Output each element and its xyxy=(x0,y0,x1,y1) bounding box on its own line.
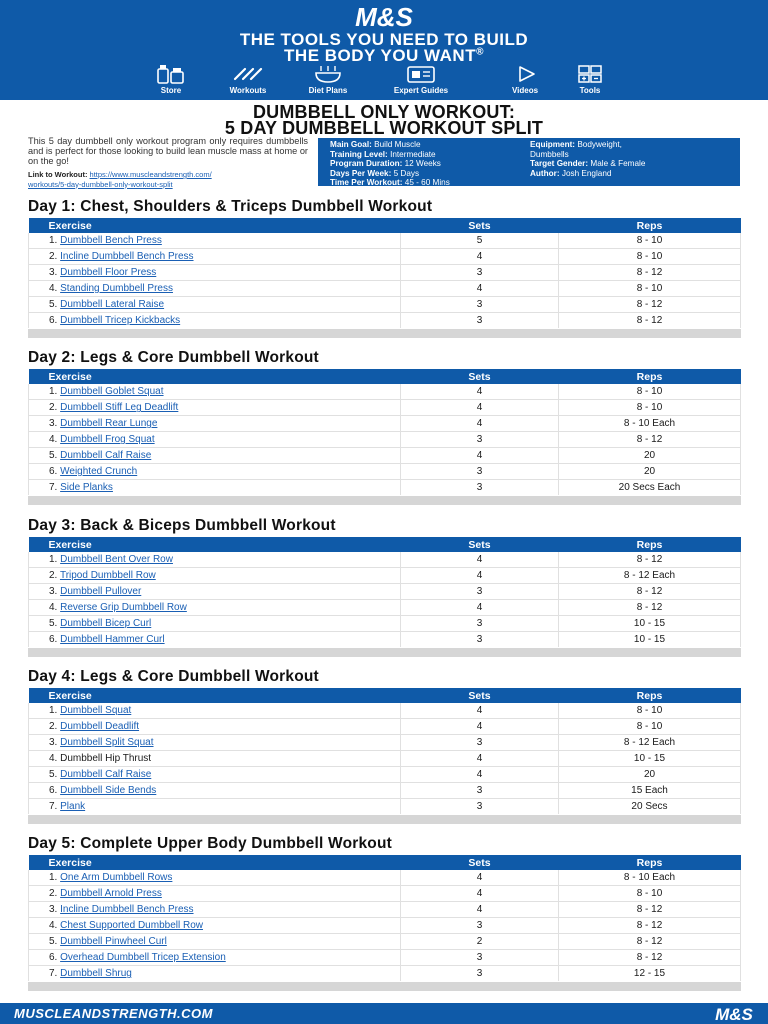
exercise-col-header: Exercise xyxy=(29,688,401,703)
day-2-heading: Day 2: Legs & Core Dumbbell Workout xyxy=(28,349,319,366)
sets-col-header: Sets xyxy=(401,688,559,703)
table-header-row xyxy=(29,537,741,552)
exercise-number: 3. xyxy=(49,418,58,430)
exercise-link[interactable]: Dumbbell Deadlift xyxy=(60,721,140,733)
exercise-link[interactable]: Dumbbell Tricep Kickbacks xyxy=(60,315,181,327)
nav-videos-label: Videos xyxy=(511,86,539,95)
day-1-heading: Day 1: Chest, Shoulders & Triceps Dumbbell Workout xyxy=(28,198,433,215)
exercise-link[interactable]: Dumbbell Stiff Leg Deadlift xyxy=(60,402,179,414)
nav-expert-guides[interactable] xyxy=(381,64,461,95)
exercise-number: 5. xyxy=(49,450,58,461)
footer-ms-logo[interactable] xyxy=(710,1005,758,1023)
exercise-cell xyxy=(29,400,401,416)
registered-mark: ® xyxy=(476,46,484,58)
exercise-number: 2. xyxy=(49,402,58,414)
day-3-heading: Day 3: Back & Biceps Dumbbell Workout xyxy=(28,517,336,534)
exercise-number: 2. xyxy=(49,251,58,263)
exercise-cell xyxy=(29,886,401,902)
exercise-cell xyxy=(29,463,401,479)
nav-workouts[interactable] xyxy=(208,64,288,95)
footer-url[interactable]: MUSCLEANDSTRENGTH.COM xyxy=(14,1006,213,1021)
exercise-number: 2. xyxy=(49,721,58,733)
table-row xyxy=(29,767,741,783)
summary-time: Time Per Workout: 45 - 60 Mins xyxy=(330,178,450,187)
workout-link-label: Link to Workout: xyxy=(28,170,88,179)
nav-diet-plans[interactable] xyxy=(288,64,368,95)
sets-cell: 4 xyxy=(401,249,559,265)
reps-cell: 20 xyxy=(559,767,741,783)
exercise-number: 4. xyxy=(49,753,58,765)
exercise-link[interactable]: Dumbbell Floor Press xyxy=(60,267,157,279)
sets-cell: 3 xyxy=(401,798,559,814)
sets-cell: 3 xyxy=(401,584,559,600)
exercise-link[interactable]: Dumbbell Side Bends xyxy=(60,784,157,796)
exercise-number: 5. xyxy=(49,769,58,780)
reps-cell: 8 - 10 Each xyxy=(559,416,741,432)
exercise-cell xyxy=(29,265,401,281)
svg-text:M&S: M&S xyxy=(715,1005,753,1023)
table-header-row xyxy=(29,855,741,870)
reps-cell: 8 - 12 xyxy=(559,600,741,616)
nav-expert-guides-label: Expert Guides xyxy=(393,86,449,95)
exercise-cell xyxy=(29,965,401,981)
sets-cell: 4 xyxy=(401,870,559,886)
exercise-link[interactable]: Dumbbell Arnold Press xyxy=(60,888,162,900)
exercise-link[interactable]: Dumbbell Bench Press xyxy=(60,235,162,247)
exercise-number: 3. xyxy=(49,904,58,916)
reps-cell: 8 - 10 xyxy=(559,886,741,902)
sets-col-header: Sets xyxy=(401,855,559,870)
summary-duration: Program Duration: 12 Weeks xyxy=(330,159,441,168)
exercise-cell xyxy=(29,631,401,647)
reps-cell: 8 - 10 Each xyxy=(559,870,741,886)
nav-tools[interactable] xyxy=(550,64,630,95)
intro-text: This 5 day dumbbell only workout program only requires dumbbells and is perfect for those looking to build lean muscle mass at home or on the go! xyxy=(28,136,308,167)
table-row xyxy=(29,568,741,584)
sets-cell: 4 xyxy=(401,767,559,783)
exercise-number: 1. xyxy=(49,235,58,247)
table-row xyxy=(29,918,741,934)
sets-cell: 4 xyxy=(401,902,559,918)
sets-cell: 3 xyxy=(401,631,559,647)
sets-cell: 4 xyxy=(401,751,559,767)
reps-cell: 8 - 12 xyxy=(559,297,741,313)
exercise-link[interactable]: Dumbbell Goblet Squat xyxy=(60,386,164,398)
exercise-cell xyxy=(29,281,401,297)
table-row xyxy=(29,416,741,432)
reps-cell: 8 - 12 xyxy=(559,949,741,965)
workout-link-url-1[interactable]: https://www.muscleandstrength.com/ xyxy=(89,170,212,179)
sets-cell: 4 xyxy=(401,886,559,902)
exercise-cell xyxy=(29,751,401,767)
summary-gender: Target Gender: Male & Female xyxy=(530,159,646,168)
reps-cell: 8 - 12 xyxy=(559,552,741,568)
summary-equipment: Equipment: Bodyweight, xyxy=(530,140,622,149)
reps-cell: 20 Secs Each xyxy=(559,479,741,495)
table-row xyxy=(29,751,741,767)
sets-cell: 3 xyxy=(401,918,559,934)
table-row xyxy=(29,735,741,751)
table-row xyxy=(29,249,741,265)
sets-cell: 4 xyxy=(401,400,559,416)
exercise-cell xyxy=(29,767,401,783)
table-row xyxy=(29,703,741,719)
store-icon xyxy=(154,64,188,84)
summary-main-goal: Main Goal: Build Muscle xyxy=(330,140,421,149)
sets-cell: 3 xyxy=(401,965,559,981)
program-summary xyxy=(318,138,740,186)
exercise-cell xyxy=(29,432,401,448)
table-row xyxy=(29,552,741,568)
exercise-number: 1. xyxy=(49,872,58,884)
exercise-number: 2. xyxy=(49,888,58,900)
reps-cell: 8 - 10 xyxy=(559,719,741,735)
exercise-cell xyxy=(29,798,401,814)
exercise-cell xyxy=(29,384,401,400)
exercise-link[interactable]: Tripod Dumbbell Row xyxy=(59,570,156,582)
exercise-link[interactable]: Overhead Dumbbell Tricep Extension xyxy=(60,951,226,963)
exercise-cell xyxy=(29,918,401,934)
exercise-number: 1. xyxy=(49,386,58,398)
reps-cell: 8 - 10 xyxy=(559,281,741,297)
table-row xyxy=(29,448,741,464)
workouts-icon xyxy=(229,64,267,84)
table-row xyxy=(29,902,741,918)
exercise-link[interactable]: Standing Dumbbell Press xyxy=(60,283,173,295)
table-row xyxy=(29,281,741,297)
sets-cell: 3 xyxy=(401,616,559,632)
exercise-number: 2. xyxy=(49,570,58,582)
sets-cell: 4 xyxy=(401,703,559,719)
exercise-link[interactable]: Dumbbell Lateral Raise xyxy=(60,299,165,310)
exercise-cell xyxy=(29,902,401,918)
reps-cell: 8 - 12 Each xyxy=(559,735,741,751)
reps-col-header: Reps xyxy=(559,855,741,870)
table-row xyxy=(29,479,741,495)
exercise-cell xyxy=(29,782,401,798)
exercise-number: 7. xyxy=(49,801,58,813)
reps-cell: 8 - 12 xyxy=(559,584,741,600)
sets-cell: 3 xyxy=(401,949,559,965)
table-row xyxy=(29,631,741,647)
table-row xyxy=(29,934,741,950)
reps-col-header: Reps xyxy=(559,369,741,384)
reps-cell: 15 Each xyxy=(559,782,741,798)
exercise-cell xyxy=(29,249,401,265)
sets-cell: 4 xyxy=(401,719,559,735)
exercise-number: 6. xyxy=(49,465,58,477)
exercise-cell xyxy=(29,949,401,965)
exercise-link[interactable]: Dumbbell Calf Raise xyxy=(60,450,152,461)
exercise-number: 1. xyxy=(49,554,58,566)
exercise-number: 4. xyxy=(49,283,58,295)
exercise-link[interactable]: Reverse Grip Dumbbell Row xyxy=(60,602,187,614)
exercise-cell xyxy=(29,568,401,584)
exercise-number: 7. xyxy=(49,968,58,980)
table-row xyxy=(29,719,741,735)
exercise-cell xyxy=(29,600,401,616)
table-row xyxy=(29,870,741,886)
summary-equipment-cont: Dumbbells xyxy=(530,149,569,159)
day-2-table xyxy=(28,369,741,495)
reps-cell: 8 - 10 xyxy=(559,384,741,400)
table-row xyxy=(29,584,741,600)
summary-author: Author: Josh England xyxy=(530,168,612,178)
exercise-col-header: Exercise xyxy=(29,855,401,870)
reps-cell: 8 - 12 xyxy=(559,934,741,950)
exercise-number: 6. xyxy=(49,634,58,646)
exercise-link[interactable]: Chest Supported Dumbbell Row xyxy=(60,920,203,932)
sets-cell: 3 xyxy=(401,735,559,751)
table-row xyxy=(29,949,741,965)
exercise-link[interactable]: Side Planks xyxy=(60,482,113,494)
reps-cell: 10 - 15 xyxy=(559,616,741,632)
exercise-cell xyxy=(29,584,401,600)
sets-cell: 3 xyxy=(401,432,559,448)
exercise-col-header: Exercise xyxy=(29,537,401,552)
exercise-cell xyxy=(29,416,401,432)
exercise-link[interactable]: Dumbbell Shrug xyxy=(60,968,132,980)
sets-cell: 4 xyxy=(401,552,559,568)
summary-days: Days Per Week: 5 Days xyxy=(330,168,420,178)
reps-col-header: Reps xyxy=(559,688,741,703)
nav-diet-plans-label: Diet Plans xyxy=(308,86,348,95)
sets-cell: 3 xyxy=(401,265,559,281)
exercise-number: 6. xyxy=(49,784,58,796)
table-row xyxy=(29,886,741,902)
sets-cell: 5 xyxy=(401,233,559,249)
table-header-row xyxy=(29,369,741,384)
table-row xyxy=(29,297,741,313)
reps-cell: 8 - 12 xyxy=(559,265,741,281)
table-row xyxy=(29,616,741,632)
reps-cell: 8 - 10 xyxy=(559,703,741,719)
day-4-table xyxy=(28,688,741,814)
exercise-number: 7. xyxy=(49,482,58,494)
exercise-number: 4. xyxy=(49,920,58,932)
sets-col-header: Sets xyxy=(401,537,559,552)
reps-cell: 8 - 12 Each xyxy=(559,568,741,584)
table-footer-bar xyxy=(28,815,741,824)
exercise-link[interactable]: Dumbbell Bicep Curl xyxy=(60,618,152,629)
exercise-cell xyxy=(29,479,401,495)
table-footer-bar xyxy=(28,982,741,991)
exercise-number: 4. xyxy=(49,602,58,614)
table-row xyxy=(29,233,741,249)
exercise-col-header: Exercise xyxy=(29,369,401,384)
exercise-cell xyxy=(29,934,401,950)
expert-guides-icon xyxy=(404,64,438,84)
exercise-cell xyxy=(29,233,401,249)
exercise-link[interactable]: Incline Dumbbell Bench Press xyxy=(60,904,194,916)
exercise-cell xyxy=(29,312,401,328)
reps-cell: 12 - 15 xyxy=(559,965,741,981)
table-row xyxy=(29,600,741,616)
reps-cell: 8 - 12 xyxy=(559,902,741,918)
day-5-heading: Day 5: Complete Upper Body Dumbbell Workout xyxy=(28,835,392,852)
reps-cell: 8 - 10 xyxy=(559,233,741,249)
table-row xyxy=(29,798,741,814)
reps-cell: 8 - 12 xyxy=(559,432,741,448)
page-title-line-1: DUMBBELL ONLY WORKOUT: xyxy=(252,102,516,122)
sets-cell: 4 xyxy=(401,384,559,400)
table-footer-bar xyxy=(28,329,741,338)
table-footer-bar xyxy=(28,648,741,657)
exercise-number: 3. xyxy=(49,267,58,279)
table-row xyxy=(29,432,741,448)
exercise-cell xyxy=(29,297,401,313)
exercise-cell xyxy=(29,719,401,735)
sets-cell: 4 xyxy=(401,281,559,297)
exercise-link[interactable]: Dumbbell Bent Over Row xyxy=(60,554,173,566)
exercise-cell xyxy=(29,448,401,464)
sets-cell: 3 xyxy=(401,312,559,328)
nav-store-label: Store xyxy=(160,86,182,95)
sets-cell: 3 xyxy=(401,463,559,479)
reps-col-header: Reps xyxy=(559,218,741,233)
table-row xyxy=(29,312,741,328)
exercise-link[interactable]: Dumbbell Calf Raise xyxy=(60,769,152,780)
sets-cell: 3 xyxy=(401,297,559,313)
sets-cell: 4 xyxy=(401,448,559,464)
exercise-number: 6. xyxy=(49,315,58,327)
table-header-row xyxy=(29,218,741,233)
reps-cell: 20 xyxy=(559,448,741,464)
table-row xyxy=(29,400,741,416)
table-row xyxy=(29,463,741,479)
table-header-row xyxy=(29,688,741,703)
reps-cell: 8 - 12 xyxy=(559,918,741,934)
exercise-number: 5. xyxy=(49,618,58,629)
exercise-link[interactable]: Dumbbell Pinwheel Curl xyxy=(60,936,167,947)
exercise-number: 6. xyxy=(49,951,58,963)
exercise-link[interactable]: Dumbbell Hammer Curl xyxy=(60,634,165,646)
tagline-line-2: THE BODY YOU WANT® xyxy=(284,46,484,65)
exercise-number: 1. xyxy=(49,705,58,717)
exercise-number: 5. xyxy=(49,299,58,310)
workout-link-url-2[interactable]: workouts/5-day-dumbbell-only-workout-split xyxy=(28,179,173,189)
sets-cell: 2 xyxy=(401,934,559,950)
nav-tools-label: Tools xyxy=(579,86,601,95)
workout-link-block xyxy=(28,170,318,189)
videos-icon xyxy=(508,64,542,84)
exercise-link[interactable]: Plank xyxy=(60,801,86,813)
reps-cell: 10 - 15 xyxy=(559,631,741,647)
exercise-cell xyxy=(29,703,401,719)
exercise-link[interactable]: Dumbbell Squat xyxy=(60,705,132,717)
exercise-cell xyxy=(29,616,401,632)
exercise-number: 3. xyxy=(49,586,58,598)
sets-cell: 3 xyxy=(401,782,559,798)
sets-cell: 4 xyxy=(401,416,559,432)
summary-training-level: Training Level: Intermediate xyxy=(330,149,436,159)
exercise-link[interactable]: Dumbbell Pullover xyxy=(60,586,142,598)
nav-workouts-label: Workouts xyxy=(229,86,267,95)
sets-cell: 3 xyxy=(401,479,559,495)
sets-col-header: Sets xyxy=(401,218,559,233)
exercise-name: Dumbbell Hip Thrust xyxy=(60,753,152,765)
table-row xyxy=(29,782,741,798)
tools-icon xyxy=(573,64,607,84)
svg-text:M&S: M&S xyxy=(355,4,413,30)
exercise-cell xyxy=(29,735,401,751)
table-row xyxy=(29,965,741,981)
page-title-line-2: 5 DAY DUMBBELL WORKOUT SPLIT xyxy=(224,118,544,138)
reps-cell: 8 - 10 xyxy=(559,400,741,416)
exercise-number: 5. xyxy=(49,936,58,947)
top-nav xyxy=(0,64,768,98)
reps-col-header: Reps xyxy=(559,537,741,552)
table-footer-bar xyxy=(28,496,741,505)
reps-cell: 10 - 15 xyxy=(559,751,741,767)
exercise-number: 4. xyxy=(49,434,58,446)
day-4-heading: Day 4: Legs & Core Dumbbell Workout xyxy=(28,668,319,685)
reps-cell: 8 - 10 xyxy=(559,249,741,265)
site-header xyxy=(0,0,768,100)
exercise-link[interactable]: One Arm Dumbbell Rows xyxy=(60,872,173,884)
reps-cell: 20 Secs xyxy=(559,798,741,814)
sets-cell: 4 xyxy=(401,600,559,616)
day-3-table xyxy=(28,537,741,647)
exercise-number: 3. xyxy=(49,737,58,749)
exercise-cell xyxy=(29,870,401,886)
exercise-link[interactable]: Dumbbell Rear Lunge xyxy=(60,418,158,430)
exercise-link[interactable]: Dumbbell Frog Squat xyxy=(60,434,155,446)
tagline-line-1: THE TOOLS YOU NEED TO BUILD xyxy=(239,30,529,49)
reps-cell: 20 xyxy=(559,463,741,479)
exercise-link[interactable]: Incline Dumbbell Bench Press xyxy=(60,251,194,263)
exercise-link[interactable]: Weighted Crunch xyxy=(60,465,138,477)
day-5-table xyxy=(28,855,741,981)
diet-plans-icon xyxy=(311,64,345,84)
exercise-cell xyxy=(29,552,401,568)
exercise-link[interactable]: Dumbbell Split Squat xyxy=(60,737,154,749)
nav-store[interactable] xyxy=(131,64,211,95)
day-1-table xyxy=(28,218,741,328)
table-row xyxy=(29,265,741,281)
reps-cell: 8 - 12 xyxy=(559,312,741,328)
sets-col-header: Sets xyxy=(401,369,559,384)
site-footer xyxy=(0,1003,768,1024)
ms-logo[interactable] xyxy=(338,4,430,30)
table-row xyxy=(29,384,741,400)
sets-cell: 4 xyxy=(401,568,559,584)
exercise-col-header: Exercise xyxy=(29,218,401,233)
